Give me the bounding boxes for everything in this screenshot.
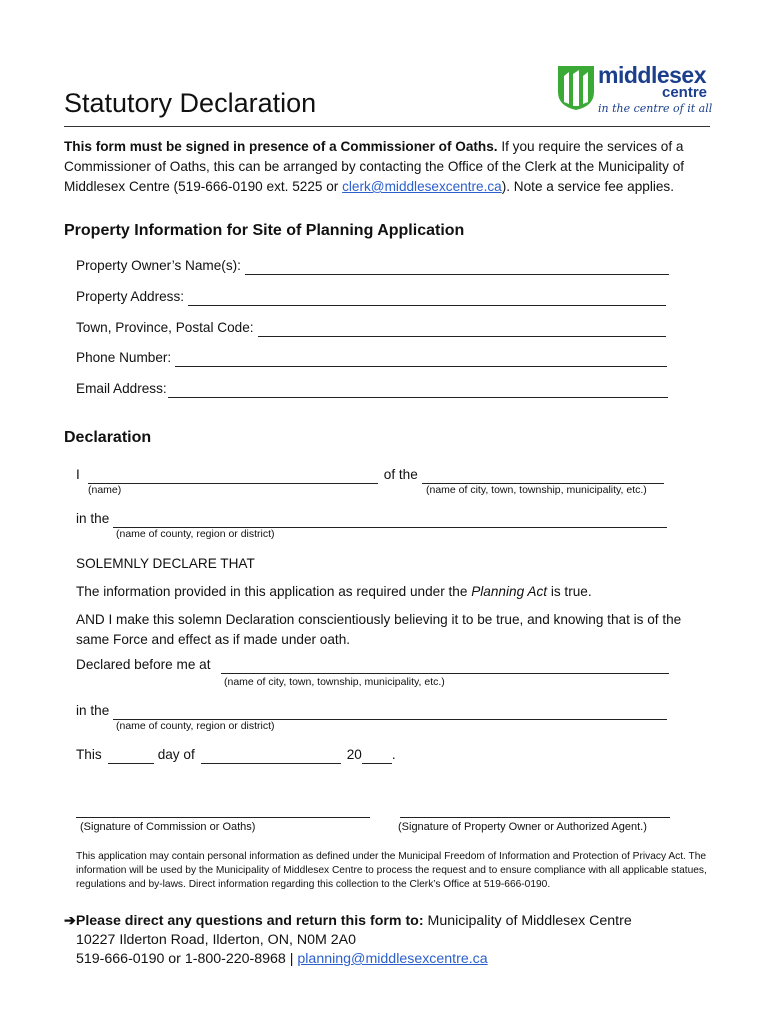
info-post: is true. bbox=[547, 584, 592, 599]
of-the-label: of the bbox=[383, 467, 418, 482]
owner-row bbox=[76, 257, 669, 275]
month-field[interactable] bbox=[201, 749, 341, 764]
i-label: I bbox=[76, 467, 80, 482]
intro-text-2: ). Note a service fee applies. bbox=[501, 179, 674, 194]
declared-city-hint: (name of city, town, township, municipality, etc.) bbox=[224, 676, 445, 688]
name-hint: (name) bbox=[88, 484, 122, 496]
county-hint-2: (name of county, region or district) bbox=[116, 720, 275, 732]
owner-signature-line[interactable] bbox=[400, 817, 670, 818]
county-row bbox=[76, 510, 667, 528]
intro-text-1: If you require the services of a Commissioner of Oaths, this can be arranged by contacting the Office of the Clerk at the Municipality of Middlesex Centre (519-666-0190 ext. 5225 or bbox=[64, 139, 685, 194]
contact-bold: Please direct any questions and return this form to: bbox=[75, 913, 424, 929]
this-label: This bbox=[76, 747, 102, 762]
planning-act: Planning Act bbox=[471, 584, 548, 599]
declared-city-field[interactable] bbox=[221, 659, 669, 674]
planning-email-link[interactable]: planning@middlesexcentre.ca bbox=[297, 951, 488, 967]
logo-sub: centre bbox=[662, 84, 708, 101]
day-field[interactable] bbox=[108, 749, 154, 764]
privacy-notice: This application may contain personal information as defined under the Municipal Freedom of Information and Protection of Privacy Act. The information will be used by the Municipality of Middlesex Centre to process the request and to ensure compliance with all applicable statues, regulations and by-laws. Direct information regarding this collection to the Clerk’s Office at 519-666-0190. bbox=[76, 851, 707, 890]
year-suffix: . bbox=[391, 747, 396, 762]
county-hint: (name of county, region or district) bbox=[116, 528, 275, 540]
declared-before-row bbox=[76, 656, 669, 674]
town-label: Town, Province, Postal Code: bbox=[76, 320, 254, 335]
year-prefix: 20 bbox=[346, 747, 362, 762]
city-hint: (name of city, town, township, municipality, etc.) bbox=[426, 484, 647, 496]
contact-block bbox=[64, 912, 632, 969]
owner-signature-label: (Signature of Property Owner or Authorized Agent.) bbox=[398, 821, 647, 833]
town-province-postal-field[interactable] bbox=[258, 322, 666, 337]
phone-label: Phone Number: bbox=[76, 350, 172, 365]
county-field[interactable] bbox=[113, 513, 667, 528]
declarant-city-field[interactable] bbox=[422, 469, 664, 484]
logo-tagline: in the centre of it all bbox=[598, 102, 713, 115]
contact-phones: 519-666-0190 or 1-800-220-8968 | bbox=[76, 951, 298, 967]
commission-signature-line[interactable] bbox=[76, 817, 370, 818]
property-address-field[interactable] bbox=[188, 291, 666, 306]
owner-label: Property Owner’s Name(s): bbox=[76, 258, 241, 273]
info-pre: The information provided in this application as required under the bbox=[76, 584, 472, 599]
year-field[interactable] bbox=[362, 749, 392, 764]
date-row bbox=[76, 746, 396, 764]
in-the-label: in the bbox=[76, 511, 110, 526]
day-of-label: day of bbox=[157, 747, 195, 762]
declared-before-label: Declared before me at bbox=[76, 657, 211, 672]
county-field-2[interactable] bbox=[113, 705, 667, 720]
email-address-field[interactable] bbox=[168, 383, 668, 398]
property-heading: Property Information for Site of Planning Application bbox=[64, 222, 465, 239]
commission-signature-label: (Signature of Commission or Oaths) bbox=[80, 821, 256, 833]
middlesex-centre-logo bbox=[556, 62, 713, 118]
declaration-heading: Declaration bbox=[64, 429, 152, 446]
declarant-name-field[interactable] bbox=[88, 469, 378, 484]
phone-number-field[interactable] bbox=[175, 352, 667, 367]
contact-line-3 bbox=[64, 950, 632, 969]
town-row bbox=[76, 319, 666, 337]
contact-address: 10227 Ilderton Road, Ilderton, ON, N0M 2A0 bbox=[76, 932, 356, 948]
contact-line-1 bbox=[64, 912, 632, 931]
declarant-row bbox=[76, 466, 664, 484]
logo-name: middlesex bbox=[598, 62, 706, 88]
email-label: Email Address: bbox=[76, 381, 167, 396]
intro-paragraph bbox=[64, 137, 710, 197]
intro-bold: This form must be signed in presence of a Commissioner of Oaths. bbox=[64, 139, 498, 154]
county-row-2 bbox=[76, 702, 667, 720]
address-row bbox=[76, 288, 666, 306]
contact-org: Municipality of Middlesex Centre bbox=[423, 913, 632, 929]
solemnly-declare: SOLEMNLY DECLARE THAT bbox=[76, 556, 255, 571]
arrow-icon: ➔ bbox=[64, 913, 76, 929]
solemn-declaration-text: AND I make this solemn Declaration conscientiously believing it to be true, and knowing that is of the same Force and effect as if made under oath. bbox=[76, 612, 682, 647]
clerk-email-link[interactable]: clerk@middlesexcentre.ca bbox=[342, 179, 502, 194]
owner-name-field[interactable] bbox=[245, 260, 669, 275]
info-statement bbox=[76, 582, 592, 602]
page-title: Statutory Declaration bbox=[64, 88, 317, 118]
phone-row bbox=[76, 349, 667, 367]
title-divider bbox=[64, 126, 710, 127]
address-label: Property Address: bbox=[76, 289, 185, 304]
email-row bbox=[76, 380, 668, 398]
in-the-label-2: in the bbox=[76, 703, 110, 718]
